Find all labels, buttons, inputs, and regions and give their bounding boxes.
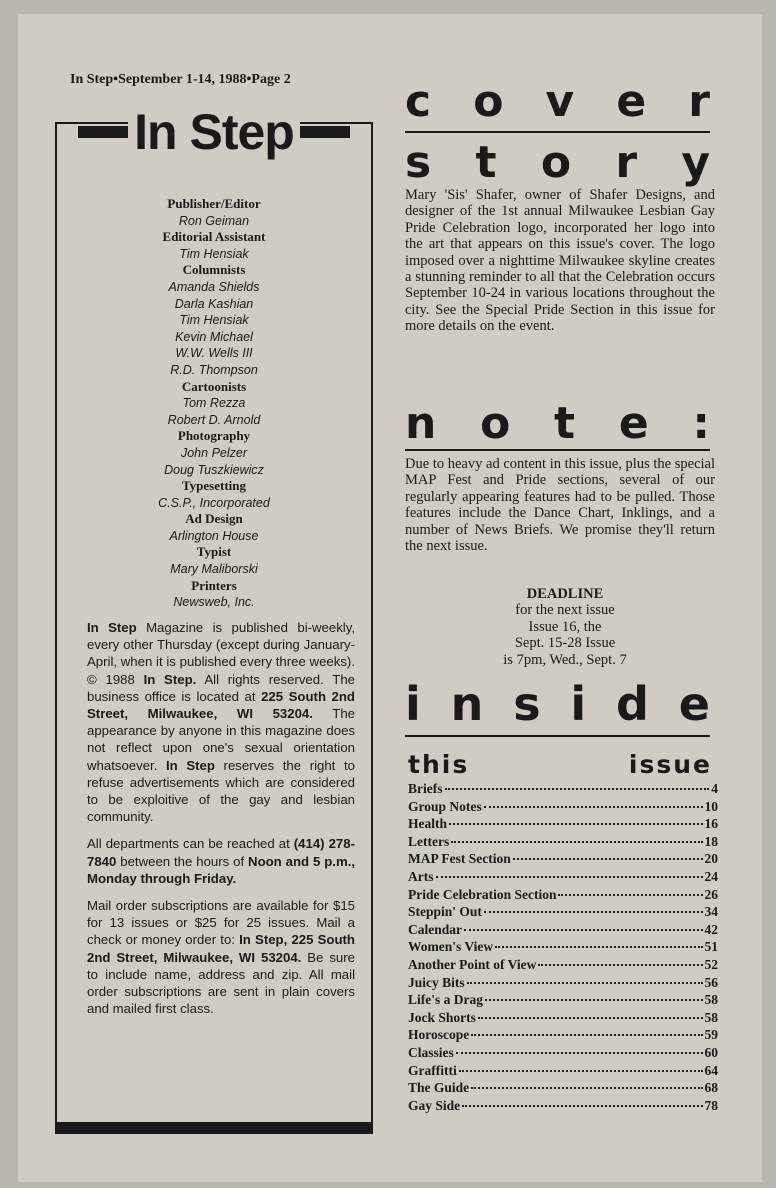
toc-title: Letters: [408, 833, 450, 849]
text-run: reserves the right to refuse advertisements which are considered to be exploitive of the gay and lesbian community.: [87, 757, 355, 825]
heading-letter: n: [450, 677, 484, 731]
toc-item: [408, 1045, 718, 1063]
credit-name: Tom Rezza: [182, 396, 246, 411]
issue-word: issue: [628, 750, 712, 779]
credit-name: Ron Geiman: [178, 213, 250, 228]
toc-item: [408, 1098, 718, 1116]
toc-item: [408, 781, 718, 799]
masthead-box: [55, 104, 373, 1134]
toc-item: [408, 1010, 718, 1028]
toc-item: [408, 957, 718, 975]
credit-name: Tim Hensiak: [179, 246, 249, 261]
toc-item: [408, 851, 718, 869]
deadline-line: Issue 16, the: [528, 618, 602, 635]
toc-page: 64: [704, 1062, 718, 1078]
heading-letter: e: [616, 76, 647, 127]
toc-title: Jock Shorts: [408, 1009, 476, 1025]
toc-item: [408, 1063, 718, 1081]
toc-leader: [478, 1017, 703, 1019]
toc-item: [408, 887, 718, 905]
toc-page: 4: [711, 781, 718, 796]
credit-role: Typesetting: [181, 478, 247, 494]
toc-item: [408, 834, 718, 852]
story-heading: [405, 139, 710, 187]
toc-leader: [484, 806, 703, 808]
logo-text: In Step: [128, 102, 300, 162]
heading-letter: o: [473, 76, 504, 127]
bold-text: (414) 278-7840: [87, 836, 355, 869]
bold-text: In Step.: [143, 671, 197, 687]
toc-title: Another Point of View: [408, 956, 537, 972]
heading-letter: v: [545, 76, 575, 127]
heading-letter: r: [615, 137, 638, 188]
toc-page: 34: [704, 904, 718, 920]
toc-title: Classies: [408, 1044, 454, 1060]
cover-heading: [405, 78, 710, 126]
toc-page: 58: [704, 1009, 718, 1025]
credit-name: Tim Hensiak: [179, 313, 249, 328]
toc-title: Horoscope: [408, 1027, 470, 1043]
toc-leader: [471, 1087, 702, 1089]
credit-name: Doug Tuszkiewicz: [164, 462, 264, 477]
heading-letter: e: [618, 398, 649, 449]
heading-letter: i: [570, 677, 587, 731]
toc-leader: [456, 1052, 703, 1054]
toc-page: 56: [704, 974, 718, 990]
toc-page: 42: [704, 921, 718, 937]
this-word: this: [408, 750, 470, 779]
heading-letter: e: [678, 677, 710, 731]
toc-item: [408, 992, 718, 1010]
toc-page: 60: [704, 1044, 718, 1060]
toc-item: [408, 1080, 718, 1098]
deadline-lines: [455, 602, 675, 668]
toc-item: [408, 816, 718, 834]
toc-title: Gay Side: [408, 1097, 461, 1113]
text-run: All departments can be reached at: [87, 836, 294, 852]
credit-role: Publisher/Editor: [167, 196, 261, 211]
text-run: Magazine is published bi-weekly, every other Thursday (except during January-April, when it is published every three weeks). © 1988: [87, 620, 356, 687]
toc-page: 78: [704, 1097, 718, 1113]
toc-title: Pride Celebration Section: [408, 886, 557, 902]
bold-text: In Step: [87, 620, 137, 635]
toc-page: 18: [704, 833, 718, 849]
note-text: Due to heavy ad content in this issue, plus the special MAP Fest and Pride sections, several of our regularly appearing features had to be pulled. Those features include the Dance Chart, Inklings, and a number of News Briefs. We promise they'll return the next issue.: [405, 456, 715, 555]
toc-title: Life's a Drag: [408, 992, 483, 1008]
toc-leader: [436, 876, 703, 878]
toc-title: Health: [408, 816, 447, 832]
cover-rule: [405, 131, 710, 133]
logo-bar-left: [78, 126, 128, 138]
toc-leader: [449, 823, 703, 825]
credit-name: C.S.P., Incorporated: [158, 495, 270, 510]
heading-letter: n: [405, 398, 437, 449]
credit-name: Kevin Michael: [175, 329, 253, 344]
toc-title: Juicy Bits: [408, 974, 465, 990]
credit-name: Newsweb, Inc.: [173, 595, 255, 610]
toc-page: 16: [704, 816, 718, 832]
toc-page: 10: [704, 798, 718, 814]
toc-page: 51: [704, 939, 718, 955]
credit-role: Ad Design: [185, 511, 243, 527]
text-run: between the hours of: [116, 853, 249, 869]
credit-name: Robert D. Arnold: [167, 412, 261, 427]
toc-title: Arts: [408, 868, 434, 884]
toc-item: [408, 799, 718, 817]
heading-letter: y: [681, 137, 710, 188]
deadline-title: DEADLINE: [526, 586, 604, 602]
toc-page: 20: [704, 851, 718, 867]
heading-letter: i: [405, 677, 421, 731]
toc-title: Graffitti: [408, 1062, 457, 1078]
credit-role: Photography: [177, 428, 251, 444]
toc-leader: [513, 858, 703, 860]
page-header: In Step•September 1-14, 1988•Page 2: [70, 72, 291, 87]
subscription-info: [87, 897, 355, 1017]
toc-item: [408, 939, 718, 957]
bold-text: Noon and 5 p.m., Monday through Friday.: [87, 853, 356, 886]
toc-title: Calendar: [408, 921, 462, 937]
text-run: The appearance by anyone in this magazine does not reflect upon one's sexual orientation whatsoever.: [87, 706, 356, 773]
table-of-contents: [408, 781, 718, 1115]
text-run: Mail order subscriptions are available for $15 for 13 issues or $25 for 25 issues. Mail a check or money order to:: [87, 898, 355, 948]
toc-title: Steppin' Out: [408, 904, 482, 920]
heading-letter: o: [480, 398, 511, 449]
heading-letter: c: [405, 76, 432, 127]
toc-page: 24: [704, 868, 718, 884]
credit-role: Printers: [191, 577, 237, 593]
toc-leader: [484, 911, 703, 913]
toc-leader: [538, 964, 702, 966]
toc-leader: [495, 946, 702, 948]
this-issue-heading: [408, 751, 712, 779]
toc-page: 52: [704, 956, 718, 972]
heading-letter: t: [475, 137, 497, 188]
toc-page: 68: [704, 1080, 718, 1096]
credit-name: R.D. Thompson: [170, 362, 258, 377]
note-heading: [405, 400, 710, 448]
publication-info: [87, 619, 355, 825]
toc-title: MAP Fest Section: [408, 851, 511, 867]
staff-credits: [57, 196, 371, 611]
heading-letter: s: [405, 137, 432, 188]
note-rule: [405, 449, 710, 451]
heading-letter: o: [540, 137, 572, 188]
toc-page: 59: [704, 1027, 718, 1043]
bold-text: In Step: [166, 757, 215, 773]
toc-title: Group Notes: [408, 798, 482, 814]
masthead-body: [87, 619, 355, 1027]
masthead-logo: [57, 102, 371, 162]
contact-info: [87, 835, 355, 887]
toc-page: 58: [704, 992, 718, 1008]
deadline-line: for the next issue: [515, 602, 615, 619]
toc-page: 26: [704, 886, 718, 902]
credit-role: Editorial Assistant: [162, 229, 266, 245]
toc-item: [408, 922, 718, 940]
credit-name: Amanda Shields: [168, 279, 260, 294]
text-run: All rights reserved. The business office is located at: [87, 671, 355, 704]
deadline-box: [455, 586, 675, 668]
credit-name: John Pelzer: [180, 445, 247, 460]
heading-letter: :: [692, 398, 710, 449]
credit-role: Columnists: [182, 262, 246, 278]
toc-item: [408, 904, 718, 922]
toc-item: [408, 975, 718, 993]
toc-title: Briefs: [408, 781, 443, 796]
toc-leader: [558, 894, 702, 896]
toc-item: [408, 1027, 718, 1045]
deadline-line: Sept. 15-28 Issue: [514, 635, 616, 652]
credit-name: W.W. Wells III: [175, 346, 253, 361]
toc-leader: [471, 1034, 702, 1036]
heading-letter: s: [513, 677, 541, 731]
heading-letter: t: [554, 398, 576, 449]
toc-title: The Guide: [408, 1080, 470, 1096]
deadline-line: is 7pm, Wed., Sept. 7: [503, 651, 627, 668]
toc-leader: [462, 1105, 702, 1107]
toc-leader: [467, 982, 703, 984]
toc-leader: [485, 999, 703, 1001]
credit-role: Cartoonists: [181, 378, 247, 394]
toc-leader: [445, 788, 710, 790]
toc-leader: [459, 1070, 703, 1072]
bold-text: In Step, 225 South 2nd Street, Milwaukee, WI 53204.: [87, 932, 355, 965]
toc-item: [408, 869, 718, 887]
credit-name: Darla Kashian: [174, 296, 254, 311]
credit-role: Typist: [196, 544, 232, 560]
cover-story-text: Mary 'Sis' Shafer, owner of Shafer Designs, and designer of the 1st annual Milwaukee Lesbian Gay Pride Celebration logo, incorporated her logo into the art that appears on this issue's cover. The logo imposed over a nighttime Milwaukee skyline creates a stunning reminder to all that the Celebration occurs September 10-24 in various locations throughout the city. See the Special Pride Section in this issue for more details on the event.: [405, 187, 715, 335]
logo-bar-right: [300, 126, 350, 138]
toc-title: Women's View: [408, 939, 494, 955]
credit-name: Mary Maliborski: [170, 562, 258, 577]
credit-name: Arlington House: [169, 528, 259, 543]
bold-text: 225 South 2nd Street, Milwaukee, WI 53204.: [87, 688, 355, 722]
inside-heading: [405, 677, 710, 731]
heading-letter: d: [616, 677, 649, 731]
inside-rule: [405, 735, 710, 737]
text-run: Be sure to include name, address and zip. All mail order subscriptions are sent in plain covers and mailed first class.: [87, 949, 355, 1017]
toc-leader: [464, 929, 703, 931]
heading-letter: r: [688, 76, 710, 127]
toc-leader: [451, 841, 702, 843]
